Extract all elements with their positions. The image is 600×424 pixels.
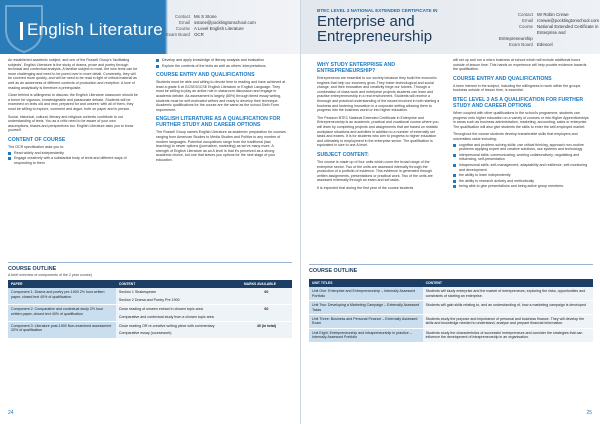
table-cell-paper: Component 2: Comparative and contextual study 2½ hour written paper, closed text 40% of qualification — [8, 305, 116, 322]
table-cell-unit: Unit Eight: Entrepreneurship and Intrapreneurship in practice – Internally Assessed Portfolio — [309, 328, 423, 342]
contact-value: OCR — [194, 32, 204, 37]
table-header: CONTENT — [423, 279, 593, 287]
table-cell-marks: 40 (in total) — [241, 322, 292, 339]
content-line: Comparative essay (coursework) — [118, 331, 172, 336]
left-column-2 — [156, 58, 286, 166]
paragraph: An established academic subject, and one of the Russell Group's 'facilitating subjects', English Literature is the study of drama, prose and poetry through technical and contextual analysis. A familiar subject to most, the new texts can be more challenging and need to be pored over in more detail. Conversely, they will be covered more quickly, and will be need to be read in light of critical material as well as an awareness of different contexts of production and reception. A love of reading analytically is therefore a prerequisite. — [8, 58, 138, 90]
content-line: Section 2 Drama and Poetry Pre 1900 — [118, 297, 180, 302]
table-row — [309, 315, 593, 329]
right-column-2 — [453, 58, 589, 190]
table-cell-content: Students study the purpose and importance of personal and business finance. They will develop the skills and knowledge needed to understand, analyse and prepare financial information. — [423, 315, 593, 329]
right-column-1 — [317, 58, 441, 193]
page-title-line: Enterprise and — [317, 13, 415, 30]
left-column-1 — [8, 58, 138, 166]
paragraph: Students must be able and willing to devote time to reading and have achieved at least a grade 6 at GCSE/IGCSE English Literature or English Language. They must be willing to play an active role in classroom discussion and engage in academic debate. As assessment is largely (80%) through timed essay writing, students must be self-motivated writers and ready to develop their technique. Academic qualifications for the course are the same as the school Sixth Form requirement. — [156, 80, 286, 112]
paragraph: The course is made up of four units which cover the broad range of the enterprise sector. Two of the units are assessed internally through the production of a portfolio of evidence. This evidence is generated through written assignments, presentations or practical work. Two of the units are assessed externally through an exam and set tasks. — [317, 159, 433, 183]
contact-key: Email — [522, 18, 533, 23]
course-outline-table — [309, 279, 593, 343]
section-divider — [309, 264, 593, 265]
section-heading: ENGLISH LITERATURE AS A QUALIFICATION FOR FURTHER STUDY AND CAREER OPTIONS — [156, 116, 281, 129]
table-cell-content — [116, 305, 241, 322]
table-cell-content: Students study the characteristics of successful entrepreneurs and consider the strategies that can influence the development of intrapreneurship in an organisation. — [423, 328, 593, 342]
paragraph: Entrepreneurs are essential to our society because they build the economic engines that help our economy grow. They foster technological and social change, and their innovation and creativity forge our futures. Through a combination of class work and enterprise projects students can learn and practise entrepreneurship in a real environment. Students will receive a thorough and practical understanding of the issues involved in both starting a business and fostering innovation in a corporate setting allowing them to progress into the business world or into higher education. — [317, 76, 440, 113]
contact-key: Contact — [174, 14, 190, 19]
content-line: Comparative and contextual study from a chosen topic area — [118, 314, 214, 319]
table-row — [8, 288, 292, 304]
section-heading: BTEC LEVEL 3 AS A QUALIFICATION FOR FURTHER STUDY AND CAREER OPTIONS — [453, 96, 584, 109]
section-heading: COURSE ENTRY AND QUALIFICATIONS — [156, 72, 255, 79]
course-outline-subtitle: A brief overview of components of the 2 year course) — [8, 273, 92, 277]
contact-key: Email — [179, 20, 190, 25]
table-row — [309, 328, 593, 342]
paragraph: A keen interest in the subject, including the willingness to work within the groups business outside of lesson time, is essential. — [453, 83, 581, 93]
course-kicker: BTEC LEVEL 3 NATIONAL EXTENDED CERTIFICATE IN — [317, 8, 438, 13]
paragraph: When coupled with other qualifications in the school's programme, students can progress onto higher education on a variety of courses or into Higher Apprenticeships in areas such as business administration, marketing, accounting, sales or enterprise. The qualification will also give students the skills to enter the self-employed market. — [453, 110, 589, 129]
bullet-item: interpersonal skills: communicating, working collaboratively, negotiating and influencing, self-presentation — [453, 153, 589, 162]
bullet-item: Engage creatively with a substantial body of texts and different ways of responding to them — [8, 156, 138, 165]
table-cell-marks: 60 — [241, 305, 292, 322]
table-header-row — [309, 279, 593, 287]
table-cell-content — [116, 322, 241, 339]
contact-email-link[interactable]: sstone@pocklingtonschool.com — [194, 20, 256, 25]
course-outline-table — [8, 280, 292, 339]
course-outline-title: COURSE OUTLINE — [8, 266, 57, 272]
right-page — [300, 0, 600, 424]
contact-value: A Level English Literature — [194, 26, 244, 31]
page-title-text: English Literature — [27, 20, 163, 39]
paragraph: The Russell Group names English Literature as academic preparation for courses ranging from American Studies to Media Studies and Politics to any number of modern languages. Potential occupations range from the traditional (law, teaching) to newer options (journalism, marketing) as we've many more. A strength of English Literature as an A level is that it's perceived as a strong academic choice, but one that leaves you options for the next stage of your education. — [156, 130, 286, 162]
section-heading: COURSE ENTRY AND QUALIFICATIONS — [453, 75, 552, 82]
table-header: CONTENT — [116, 280, 241, 288]
table-cell-unit: Unit Three: Business and Personal Finance – Externally Assessed Exam — [309, 315, 423, 329]
contact-value: Enterprise and Entrepreneurship — [499, 30, 566, 41]
bullet-item: intrapersonal skills: self-management, adaptability and resilience, self-monitoring and development — [453, 163, 589, 172]
contact-value: Ms S Stone — [194, 14, 217, 19]
section-heading: CONTENT OF COURSE — [8, 136, 66, 143]
contact-row — [499, 42, 600, 48]
bullet-item: Explore the contexts of the texts as well as others' interpretations. — [156, 64, 286, 69]
bullet-item: cognitive and problem-solving skills: use critical thinking, approach non-routine problems applying expert and creative solutions, use systems and technology — [453, 143, 589, 152]
content-line: Section 1 Shakespeare — [118, 290, 157, 295]
contact-row — [499, 30, 600, 42]
page-title — [317, 14, 432, 44]
contact-value: National Extended Certificate in — [537, 24, 599, 29]
paragraph: will set up and run a micro business at school which will include additional hours outside of lesson time. This hands on experience will help provide evidence towards the qualification. — [453, 58, 587, 72]
section-heading: WHY STUDY ENTERPRISE AND ENTREPRENEURSHIP? — [317, 62, 396, 74]
bullet-item: the ability to learn independently — [453, 173, 589, 178]
section-divider — [8, 262, 292, 263]
table-row — [8, 305, 292, 322]
page-number: 25 — [586, 410, 592, 416]
bullet-item: the ability to research actively and methodically — [453, 179, 589, 184]
content-line: Close reading of unseen extract in chosen topic area — [118, 307, 203, 312]
table-cell-paper: Component 3: Literature post-1900 Non-examined assessment 20% of qualification — [8, 322, 116, 339]
table-row — [309, 301, 593, 315]
table-cell-content: Students will study enterprise and the market of entrepreneurs, exploring the risks, opportunities and constraints of starting an enterprise. — [423, 287, 593, 300]
contact-value: Mr Robin Crewe — [537, 12, 569, 17]
contact-key: Course — [175, 26, 190, 31]
table-header: UNIT TITLES — [309, 279, 423, 287]
bullet-item: Develop and apply knowledge of literary analysis and evaluation — [156, 58, 286, 63]
table-header: MARKS AVAILABLE — [241, 280, 292, 288]
contact-value: Edexcel — [537, 42, 553, 47]
title-bar-icon — [20, 22, 23, 40]
contact-block — [499, 12, 600, 48]
paragraph: The Pearson BTEC National Extended Certificate in Enterprise and Entrepreneurship is an academic, practical and vocational course where you will learn by completing projects and assignments that are based on realistic workplace situations and activities in addition to a number of externally set tasks and exams. It is for students who aim to progress to higher education and ultimately to employment in the enterprise sector. The qualification is equivalent in size to one A level. — [317, 115, 439, 148]
page-title — [20, 20, 163, 40]
contact-block — [156, 14, 256, 38]
table-row — [8, 322, 292, 339]
table-header-row — [8, 280, 292, 288]
contact-key: Course — [518, 24, 533, 29]
table-cell-content: Students will gain skills relating to, and an understanding of, how a marketing campaign is developed — [423, 301, 593, 315]
page-title-line: Entrepreneurship — [317, 28, 433, 45]
contact-key: Exam Board — [165, 32, 190, 37]
contact-key: Contact — [517, 12, 533, 17]
table-cell-marks: 60 — [241, 288, 292, 304]
table-cell-paper: Component 1: Drama and poetry pre-1900 2½ hour written paper, closed text 40% of qualification — [8, 288, 116, 304]
content-line: Close reading OR re-creative writing piece with commentary — [118, 324, 215, 329]
section-heading: SUBJECT CONTENT: — [317, 151, 369, 158]
table-cell-content — [116, 288, 241, 304]
paragraph: Throughout the course students develop transferable skills that employers and universities value including: — [453, 132, 578, 141]
table-cell-unit: Unit Two: Developing a Marketing Campaign – Externally Assessed Tasks — [309, 301, 423, 315]
bullet-item: Read widely and independently — [8, 151, 138, 156]
contact-row — [156, 32, 256, 38]
contact-email-link[interactable]: rcrewe@pocklingtonschool.com — [537, 18, 600, 23]
course-outline-title: COURSE OUTLINE — [309, 268, 358, 274]
bullet-item: being able to give presentations and being active group members. — [453, 184, 589, 189]
table-header: PAPER — [8, 280, 116, 288]
table-row — [309, 287, 593, 300]
contact-key: Exam Board — [508, 42, 533, 47]
paragraph: It is expected that during the first year of the course students — [317, 185, 414, 190]
page-number: 24 — [8, 410, 14, 416]
paragraph: The OCR specification asks you to: — [8, 144, 65, 149]
table-cell-unit: Unit One: Enterprise and Entrepreneurship – Internally Assessed Portfolio — [309, 287, 423, 300]
paragraph: Social, historical, cultural, literary and religious contexts contribute to our understanding of texts. You as a critic need to be aware of your own assumptions, biases and perspectives too. English Literature asks you to know yourself. — [8, 114, 134, 133]
paragraph: Close behind is willingness to discuss: the English Literature classroom should be a forum for vigorous, knowledgeable and passionate debate. Students will be examined on texts old and new, prepared for and unseen: with all of them, they must be willing to explore, comment and argue, both on paper and in person. — [8, 93, 138, 111]
